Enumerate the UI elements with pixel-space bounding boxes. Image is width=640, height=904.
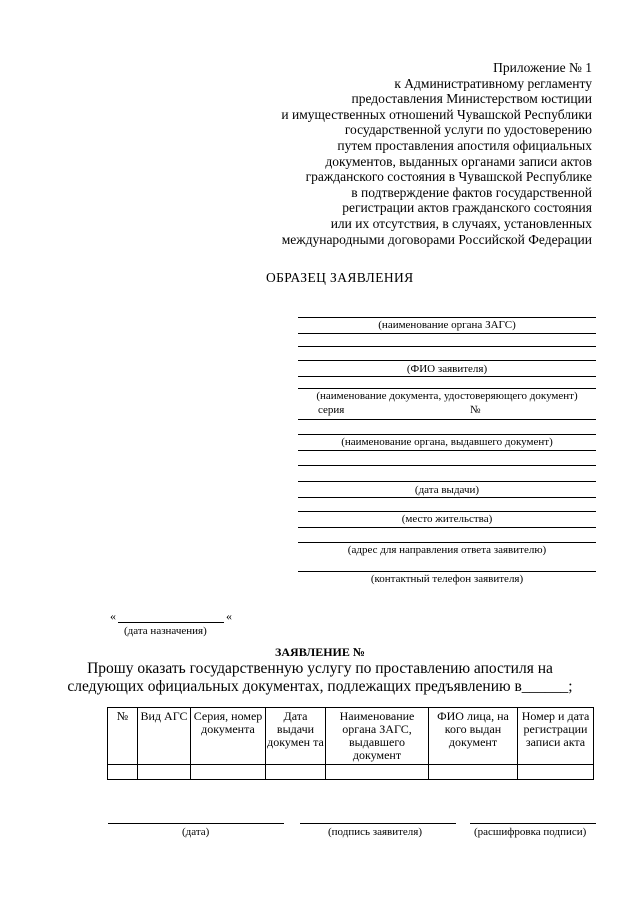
number-label: № [470,404,481,416]
header-line: предоставления Министерством юстиции [351,91,592,107]
issue-date-line[interactable] [298,481,596,482]
doc-line[interactable] [298,388,596,389]
appendix-header [232,60,592,247]
col-header-number: № [108,708,138,765]
decode-line[interactable] [470,823,596,824]
sign-line[interactable] [300,823,456,824]
sample-title: ОБРАЗЕЦ ЗАЯВЛЕНИЯ [266,270,414,285]
appointment-caption: (дата назначения) [124,625,207,637]
decode-caption: (расшифровка подписи) [474,826,587,838]
header-line: государственной услуги по удостоверению [344,122,592,138]
header-line: регистрации актов гражданского состояния [342,200,592,216]
date-line[interactable] [108,823,284,824]
residence-line-2[interactable] [298,511,596,512]
header-line: и имущественных отношений Чувашской Республики [281,106,592,122]
fio-line-3[interactable] [298,376,596,377]
header-line: к Административному регламенту [394,75,592,91]
header-line: или их отсутствия, в случаях, установленных [330,215,592,231]
col-header-series: Серия, номер документа [191,708,266,765]
phone-line[interactable] [298,571,596,572]
issue-date-caption: (дата выдачи) [414,484,480,496]
col-header-zags: Наименование органа ЗАГС, выдавшего документ [326,708,429,765]
table-cell[interactable] [138,765,191,780]
col-header-record: Номер и дата регистрации записи акта [518,708,594,765]
table-header-row [108,708,594,765]
issuer-line-3[interactable] [298,465,596,466]
zags-line[interactable] [298,317,596,318]
fio-line-1[interactable] [298,346,596,347]
zags-caption: (наименование органа ЗАГС) [378,319,516,331]
residence-caption: (место жительства) [401,513,493,525]
address-line[interactable] [298,542,596,543]
table-cell[interactable] [191,765,266,780]
header-line: в подтверждение фактов государственной [351,184,592,200]
header-line: документов, выданных органами записи актов [325,153,592,169]
zags-line-2[interactable] [298,333,596,334]
date-caption: (дата) [182,826,210,838]
appointment-date-line[interactable] [118,622,224,623]
issuer-line-2[interactable] [298,450,596,451]
table-cell[interactable] [326,765,429,780]
series-label: серия [318,404,345,416]
table-cell[interactable] [108,765,138,780]
fio-caption: (ФИО заявителя) [406,363,488,375]
sign-caption: (подпись заявителя) [328,826,423,838]
address-caption: (адрес для направления ответа заявителю) [347,544,547,556]
issuer-caption: (наименование органа, выдавшего документ) [341,436,553,448]
statement-title: ЗАЯВЛЕНИЕ № [275,645,365,659]
header-line: международными договорами Российской Федерации [281,231,592,247]
table-cell[interactable] [429,765,518,780]
phone-caption: (контактный телефон заявителя) [370,573,524,585]
statement-line-2: следующих официальных документах, подлежащих предъявлению в______; [67,678,573,695]
residence-line-3[interactable] [298,527,596,528]
doc-caption: (наименование документа, удостоверяющего документ) [316,390,578,402]
col-header-fio: ФИО лица, на кого выдан документ [429,708,518,765]
header-line: гражданского состояния в Чувашской Республике [305,169,592,185]
table-cell[interactable] [518,765,594,780]
fio-line-2[interactable] [298,360,596,361]
table-row[interactable] [108,765,594,780]
header-line: путем проставления апостиля официальных [337,137,592,153]
residence-line-1[interactable] [298,497,596,498]
documents-table [107,707,594,780]
statement-line-1: Прошу оказать государственную услугу по проставлению апостиля на [87,660,553,677]
col-header-act-type: Вид АГС [138,708,191,765]
issuer-line[interactable] [298,434,596,435]
series-line[interactable] [298,419,596,420]
table-cell[interactable] [266,765,326,780]
header-line: Приложение № 1 [493,60,592,75]
quote-close: « [226,609,232,623]
quote-open: « [110,609,116,623]
col-header-issue-date: Дата выдачи докумен та [266,708,326,765]
